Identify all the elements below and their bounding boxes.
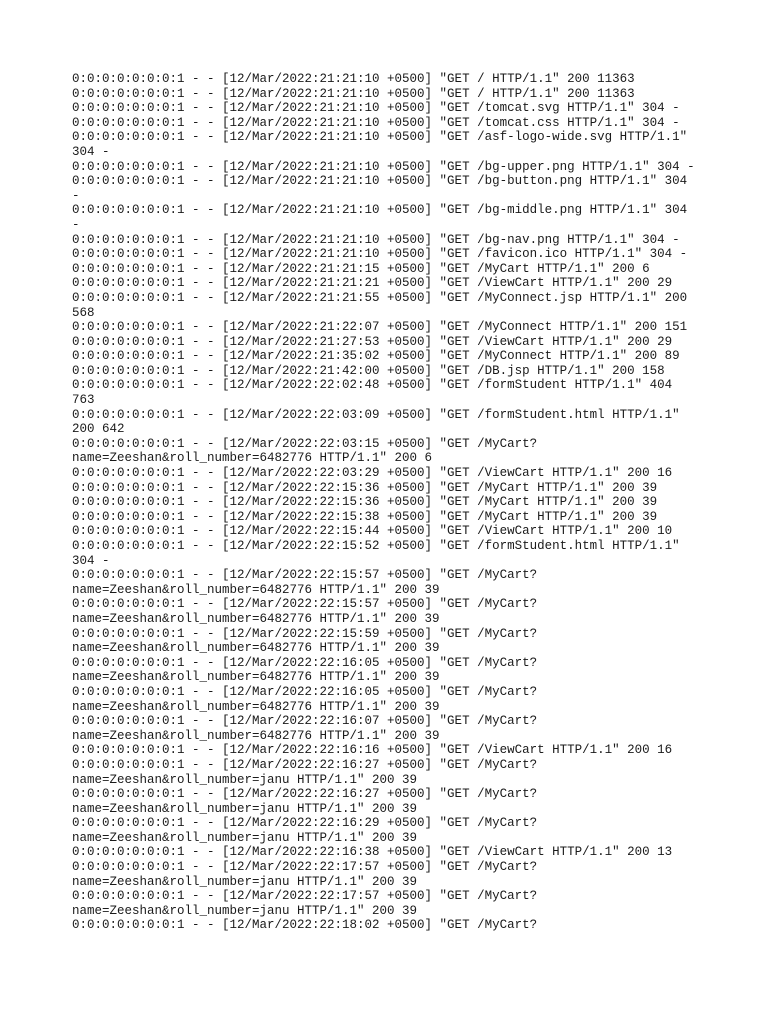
- log-entry: 0:0:0:0:0:0:0:1 - - [12/Mar/2022:21:21:10 +0500] "GET /bg-button.png HTTP/1.1" 304 -: [72, 174, 688, 203]
- log-entry: 0:0:0:0:0:0:0:1 - - [12/Mar/2022:21:21:10 +0500] "GET /favicon.ico HTTP/1.1" 304 -: [72, 247, 688, 262]
- log-entry: 0:0:0:0:0:0:0:1 - - [12/Mar/2022:22:15:59 +0500] "GET /MyCart? name=Zeeshan&roll_number=6482776 HTTP/1.1" 200 39: [72, 626, 538, 656]
- log-entry: 0:0:0:0:0:0:0:1 - - [12/Mar/2022:21:27:53 +0500] "GET /ViewCart HTTP/1.1" 200 29: [72, 334, 673, 349]
- log-entry: 0:0:0:0:0:0:0:1 - - [12/Mar/2022:21:21:10 +0500] "GET /bg-upper.png HTTP/1.1" 304 -: [72, 159, 695, 174]
- log-entry: 0:0:0:0:0:0:0:1 - - [12/Mar/2022:22:03:09 +0500] "GET /formStudent.html HTTP/1.1" 200 642: [72, 407, 680, 437]
- log-entry: 0:0:0:0:0:0:0:1 - - [12/Mar/2022:22:16:05 +0500] "GET /MyCart? name=Zeeshan&roll_number=6482776 HTTP/1.1" 200 39: [72, 684, 538, 714]
- log-entry: 0:0:0:0:0:0:0:1 - - [12/Mar/2022:22:16:16 +0500] "GET /ViewCart HTTP/1.1" 200 16: [72, 743, 673, 758]
- log-entry: 0:0:0:0:0:0:0:1 - - [12/Mar/2022:21:21:55 +0500] "GET /MyConnect.jsp HTTP/1.1" 200 568: [72, 290, 688, 320]
- log-entry: 0:0:0:0:0:0:0:1 - - [12/Mar/2022:22:16:27 +0500] "GET /MyCart? name=Zeeshan&roll_number=janu HTTP/1.1" 200 39: [72, 787, 538, 816]
- log-entry: 0:0:0:0:0:0:0:1 - - [12/Mar/2022:21:21:10 +0500] "GET / HTTP/1.1" 200 11363: [72, 86, 635, 101]
- log-entry: 0:0:0:0:0:0:0:1 - - [12/Mar/2022:22:15:57 +0500] "GET /MyCart? name=Zeeshan&roll_number=6482776 HTTP/1.1" 200 39: [72, 568, 538, 597]
- log-entry: 0:0:0:0:0:0:0:1 - - [12/Mar/2022:22:15:44 +0500] "GET /ViewCart HTTP/1.1" 200 10: [72, 524, 673, 539]
- log-entry: 0:0:0:0:0:0:0:1 - - [12/Mar/2022:22:16:05 +0500] "GET /MyCart? name=Zeeshan&roll_number=6482776 HTTP/1.1" 200 39: [72, 655, 538, 685]
- log-entry: 0:0:0:0:0:0:0:1 - - [12/Mar/2022:22:15:52 +0500] "GET /formStudent.html HTTP/1.1" 304 -: [72, 539, 680, 568]
- log-entry: 0:0:0:0:0:0:0:1 - - [12/Mar/2022:22:03:29 +0500] "GET /ViewCart HTTP/1.1" 200 16: [72, 466, 673, 481]
- log-entry: 0:0:0:0:0:0:0:1 - - [12/Mar/2022:22:15:38 +0500] "GET /MyCart HTTP/1.1" 200 39: [72, 509, 658, 524]
- log-entry: 0:0:0:0:0:0:0:1 - - [12/Mar/2022:22:18:02 +0500] "GET /MyCart?: [72, 918, 538, 933]
- log-entry: 0:0:0:0:0:0:0:1 - - [12/Mar/2022:21:21:10 +0500] "GET /bg-middle.png HTTP/1.1" 304 -: [72, 203, 688, 232]
- log-entry: 0:0:0:0:0:0:0:1 - - [12/Mar/2022:21:21:15 +0500] "GET /MyCart HTTP/1.1" 200 6: [72, 261, 650, 276]
- log-entry: 0:0:0:0:0:0:0:1 - - [12/Mar/2022:21:21:10 +0500] "GET / HTTP/1.1" 200 11363: [72, 72, 635, 86]
- log-entry: 0:0:0:0:0:0:0:1 - - [12/Mar/2022:21:42:00 +0500] "GET /DB.jsp HTTP/1.1" 200 158: [72, 363, 665, 378]
- log-entry: 0:0:0:0:0:0:0:1 - - [12/Mar/2022:22:16:07 +0500] "GET /MyCart? name=Zeeshan&roll_number=6482776 HTTP/1.1" 200 39: [72, 714, 538, 743]
- log-entry: 0:0:0:0:0:0:0:1 - - [12/Mar/2022:21:21:10 +0500] "GET /asf-logo-wide.svg HTTP/1.1" 304 -: [72, 130, 688, 159]
- log-entry: 0:0:0:0:0:0:0:1 - - [12/Mar/2022:22:17:57 +0500] "GET /MyCart? name=Zeeshan&roll_number=janu HTTP/1.1" 200 39: [72, 860, 538, 889]
- log-entry: 0:0:0:0:0:0:0:1 - - [12/Mar/2022:22:15:36 +0500] "GET /MyCart HTTP/1.1" 200 39: [72, 480, 658, 495]
- log-entry: 0:0:0:0:0:0:0:1 - - [12/Mar/2022:21:35:02 +0500] "GET /MyConnect HTTP/1.1" 200 89: [72, 349, 680, 364]
- log-entry: 0:0:0:0:0:0:0:1 - - [12/Mar/2022:21:22:07 +0500] "GET /MyConnect HTTP/1.1" 200 151: [72, 320, 688, 335]
- log-entry: 0:0:0:0:0:0:0:1 - - [12/Mar/2022:21:21:10 +0500] "GET /bg-nav.png HTTP/1.1" 304 -: [72, 232, 680, 247]
- log-entry: 0:0:0:0:0:0:0:1 - - [12/Mar/2022:22:16:29 +0500] "GET /MyCart? name=Zeeshan&roll_number=janu HTTP/1.1" 200 39: [72, 816, 538, 845]
- access-log-document: [72, 72, 712, 933]
- log-entry: 0:0:0:0:0:0:0:1 - - [12/Mar/2022:22:17:57 +0500] "GET /MyCart? name=Zeeshan&roll_number=janu HTTP/1.1" 200 39: [72, 889, 538, 918]
- log-entry: 0:0:0:0:0:0:0:1 - - [12/Mar/2022:21:21:21 +0500] "GET /ViewCart HTTP/1.1" 200 29: [72, 276, 673, 291]
- log-entry: 0:0:0:0:0:0:0:1 - - [12/Mar/2022:22:15:57 +0500] "GET /MyCart? name=Zeeshan&roll_number=6482776 HTTP/1.1" 200 39: [72, 597, 538, 626]
- log-entry: 0:0:0:0:0:0:0:1 - - [12/Mar/2022:22:02:48 +0500] "GET /formStudent HTTP/1.1" 404 763: [72, 378, 673, 408]
- log-entry: 0:0:0:0:0:0:0:1 - - [12/Mar/2022:22:16:38 +0500] "GET /ViewCart HTTP/1.1" 200 13: [72, 845, 673, 860]
- log-entry: 0:0:0:0:0:0:0:1 - - [12/Mar/2022:22:15:36 +0500] "GET /MyCart HTTP/1.1" 200 39: [72, 495, 658, 510]
- log-entry: 0:0:0:0:0:0:0:1 - - [12/Mar/2022:21:21:10 +0500] "GET /tomcat.css HTTP/1.1" 304 -: [72, 115, 680, 130]
- log-entry: 0:0:0:0:0:0:0:1 - - [12/Mar/2022:22:03:15 +0500] "GET /MyCart? name=Zeeshan&roll_number=6482776 HTTP/1.1" 200 6: [72, 436, 538, 466]
- log-entry: 0:0:0:0:0:0:0:1 - - [12/Mar/2022:21:21:10 +0500] "GET /tomcat.svg HTTP/1.1" 304 -: [72, 101, 680, 116]
- log-entry: 0:0:0:0:0:0:0:1 - - [12/Mar/2022:22:16:27 +0500] "GET /MyCart? name=Zeeshan&roll_number=janu HTTP/1.1" 200 39: [72, 757, 538, 787]
